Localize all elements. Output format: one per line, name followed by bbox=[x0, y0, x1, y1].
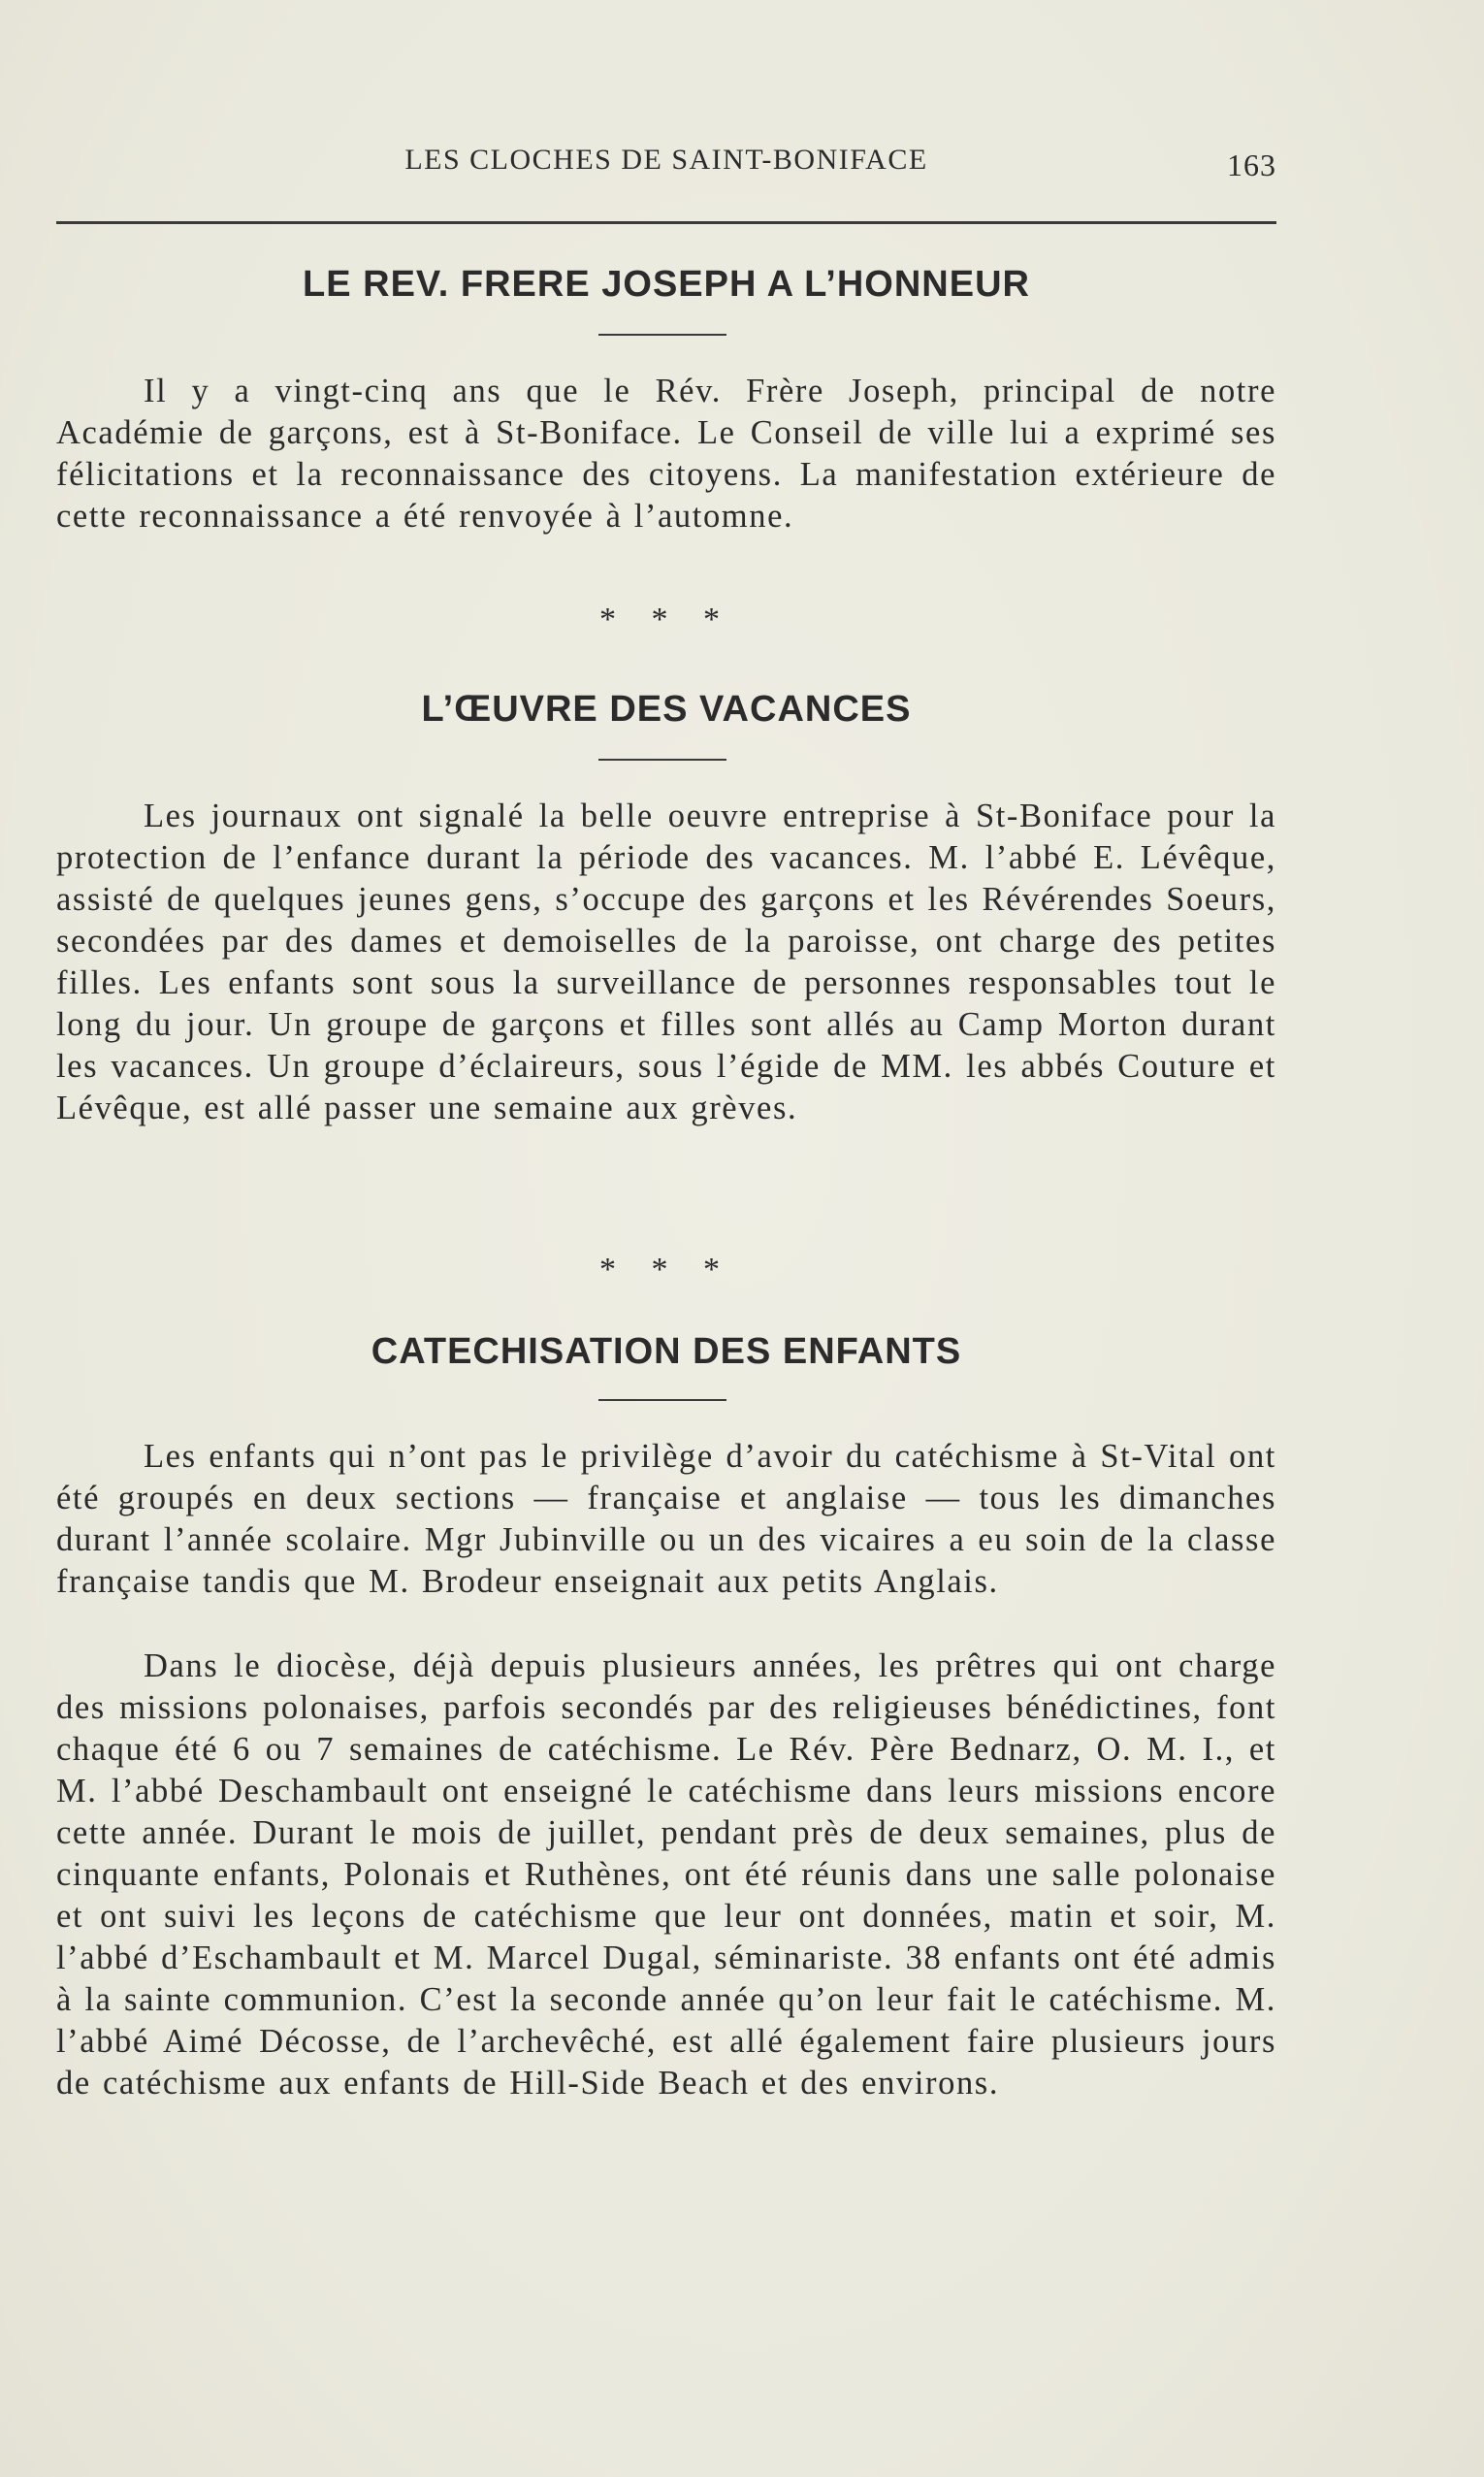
section-heading-catechisation: CATECHISATION DES ENFANTS bbox=[371, 1331, 962, 1372]
running-title: LES CLOCHES DE SAINT-BONIFACE bbox=[404, 144, 928, 176]
heading-underline bbox=[598, 1399, 726, 1401]
section-heading-oeuvre-vacances: L’ŒUVRE DES VACANCES bbox=[421, 689, 912, 730]
heading-underline bbox=[598, 759, 726, 761]
section-separator: * * * bbox=[599, 1252, 733, 1287]
section-separator: * * * bbox=[599, 602, 733, 637]
paragraph-frere-joseph: Il y a vingt-cinq ans que le Rév. Frère Joseph, principal de notre Académie de garçons, est à St-Boniface. Le Conseil de ville lui a exprimé ses félicitations et la reconnaissance des citoyens. La manifestation extérieure de cette reconnaissance a été renvoyée à l’automne. bbox=[56, 373, 1276, 535]
paragraph-oeuvre-vacances: Les journaux ont signalé la belle oeuvre entreprise à St-Boniface pour la protection de l’enfance durant la période des vacances. M. l’abbé E. Lévêque, assisté de quelques jeunes gens, s’occupe des garçons et les Révérendes Soeurs, secondées par des dames et demoiselles de la paroisse, ont charge des petites filles. Les enfants sont sous la surveillance de personnes responsables tout le long du jour. Un groupe de garçons et filles sont allés au Camp Morton durant les vacances. Un groupe d’éclaireurs, sous l’égide de MM. les abbés Couture et Lévêque, est allé passer une semaine aux grèves. bbox=[56, 798, 1276, 1126]
section-heading-frere-joseph: LE REV. FRERE JOSEPH A L’HONNEUR bbox=[303, 264, 1030, 305]
heading-underline bbox=[598, 334, 726, 336]
running-header bbox=[56, 144, 1276, 192]
paragraph-catechisation-1: Les enfants qui n’ont pas le privilège d’avoir du catéchisme à St-Vital ont été groupés en deux sections — française et anglaise — tous les dimanches durant l’année scolaire. Mgr Jubinville ou un des vicaires a eu soin de la classe française tandis que M. Brodeur enseignait aux petits Anglais. bbox=[56, 1438, 1276, 1600]
header-rule bbox=[56, 221, 1276, 224]
paragraph-catechisation-2: Dans le diocèse, déjà depuis plusieurs années, les prêtres qui ont charge des missions polonaises, parfois secondés par des religieuses bénédictines, font chaque été 6 ou 7 semaines de catéchisme. Le Rév. Père Bednarz, O. M. I., et M. l’abbé Deschambault ont enseigné le catéchisme dans leurs missions encore cette année. Durant le mois de juillet, pendant près de deux semaines, plus de cinquante enfants, Polonais et Ruthènes, ont été réunis dans une salle polonaise et ont suivi les leçons de catéchisme que leur ont données, matin et soir, M. l’abbé d’Eschambault et M. Marcel Dugal, séminariste. 38 enfants ont été admis à la sainte communion. C’est la seconde année qu’on leur fait le catéchisme. M. l’abbé Aimé Décosse, de l’archevêché, est allé également faire plusieurs jours de catéchisme aux enfants de Hill-Side Beach et des environs. bbox=[56, 1647, 1276, 2102]
page-number: 163 bbox=[1227, 147, 1276, 182]
